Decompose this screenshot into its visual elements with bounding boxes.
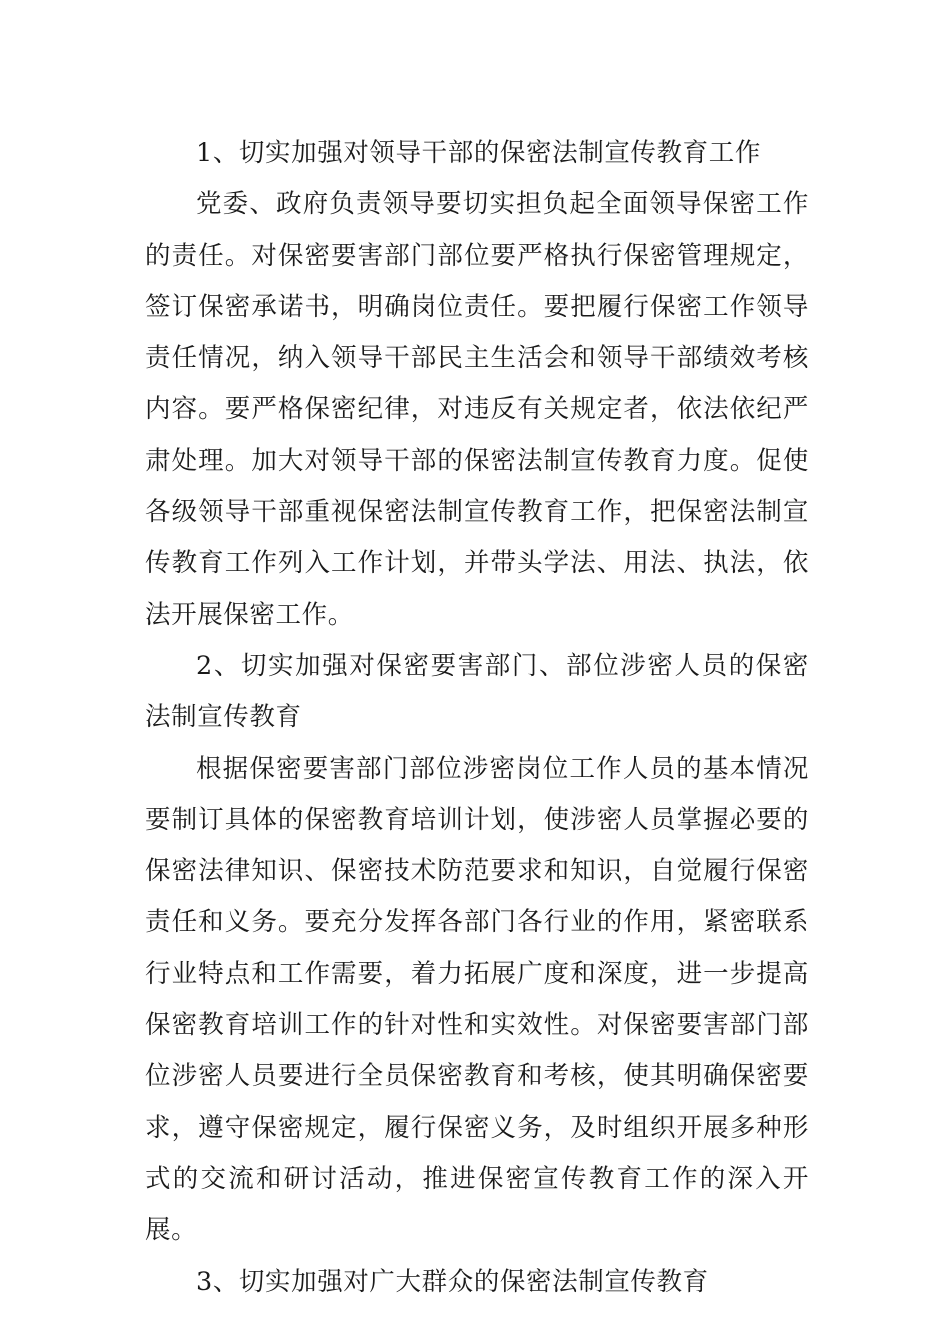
body-paragraph-2: 根据保密要害部门部位涉密岗位工作人员的基本情况要制订具体的保密教育培训计划，使涉密人员掌握必要的保密法律知识、保密技术防范要求和知识，自觉履行保密责任和义务。要充分发挥各部门各行业的作用，紧密联系行业特点和工作需要，着力拓展广度和深度，进一步提高保密教育培训工作的针对性和实效性。对保密要害部门部位涉密人员要进行全员保密教育和考核，使其明确保密要求，遵守保密规定，履行保密义务，及时组织开展多种形式的交流和研讨活动，推进保密宣传教育工作的深入开展。: [145, 753, 809, 1246]
body-paragraph-1: 党委、政府负责领导要切实担负起全面领导保密工作的责任。对保密要害部门部位要严格执行保密管理规定，签订保密承诺书，明确岗位责任。要把履行保密工作领导责任情况，纳入领导干部民主生活会和领导干部绩效考核内容。要严格保密纪律，对违反有关规定者，依法依纪严肃处理。加大对领导干部的保密法制宣传教育力度。促使各级领导干部重视保密法制宣传教育工作，把保密法制宣传教育工作列入工作计划，并带头学法、用法、执法，依法开展保密工作。: [145, 189, 809, 630]
section-heading-1: 1、切实加强对领导干部的保密法制宣传教育工作: [196, 138, 761, 168]
document-body: [145, 128, 809, 1308]
section-heading-2: 2、切实加强对保密要害部门、部位涉密人员的保密法制宣传教育: [145, 650, 809, 733]
section-heading-3: 3、切实加强对广大群众的保密法制宣传教育: [196, 1266, 709, 1297]
